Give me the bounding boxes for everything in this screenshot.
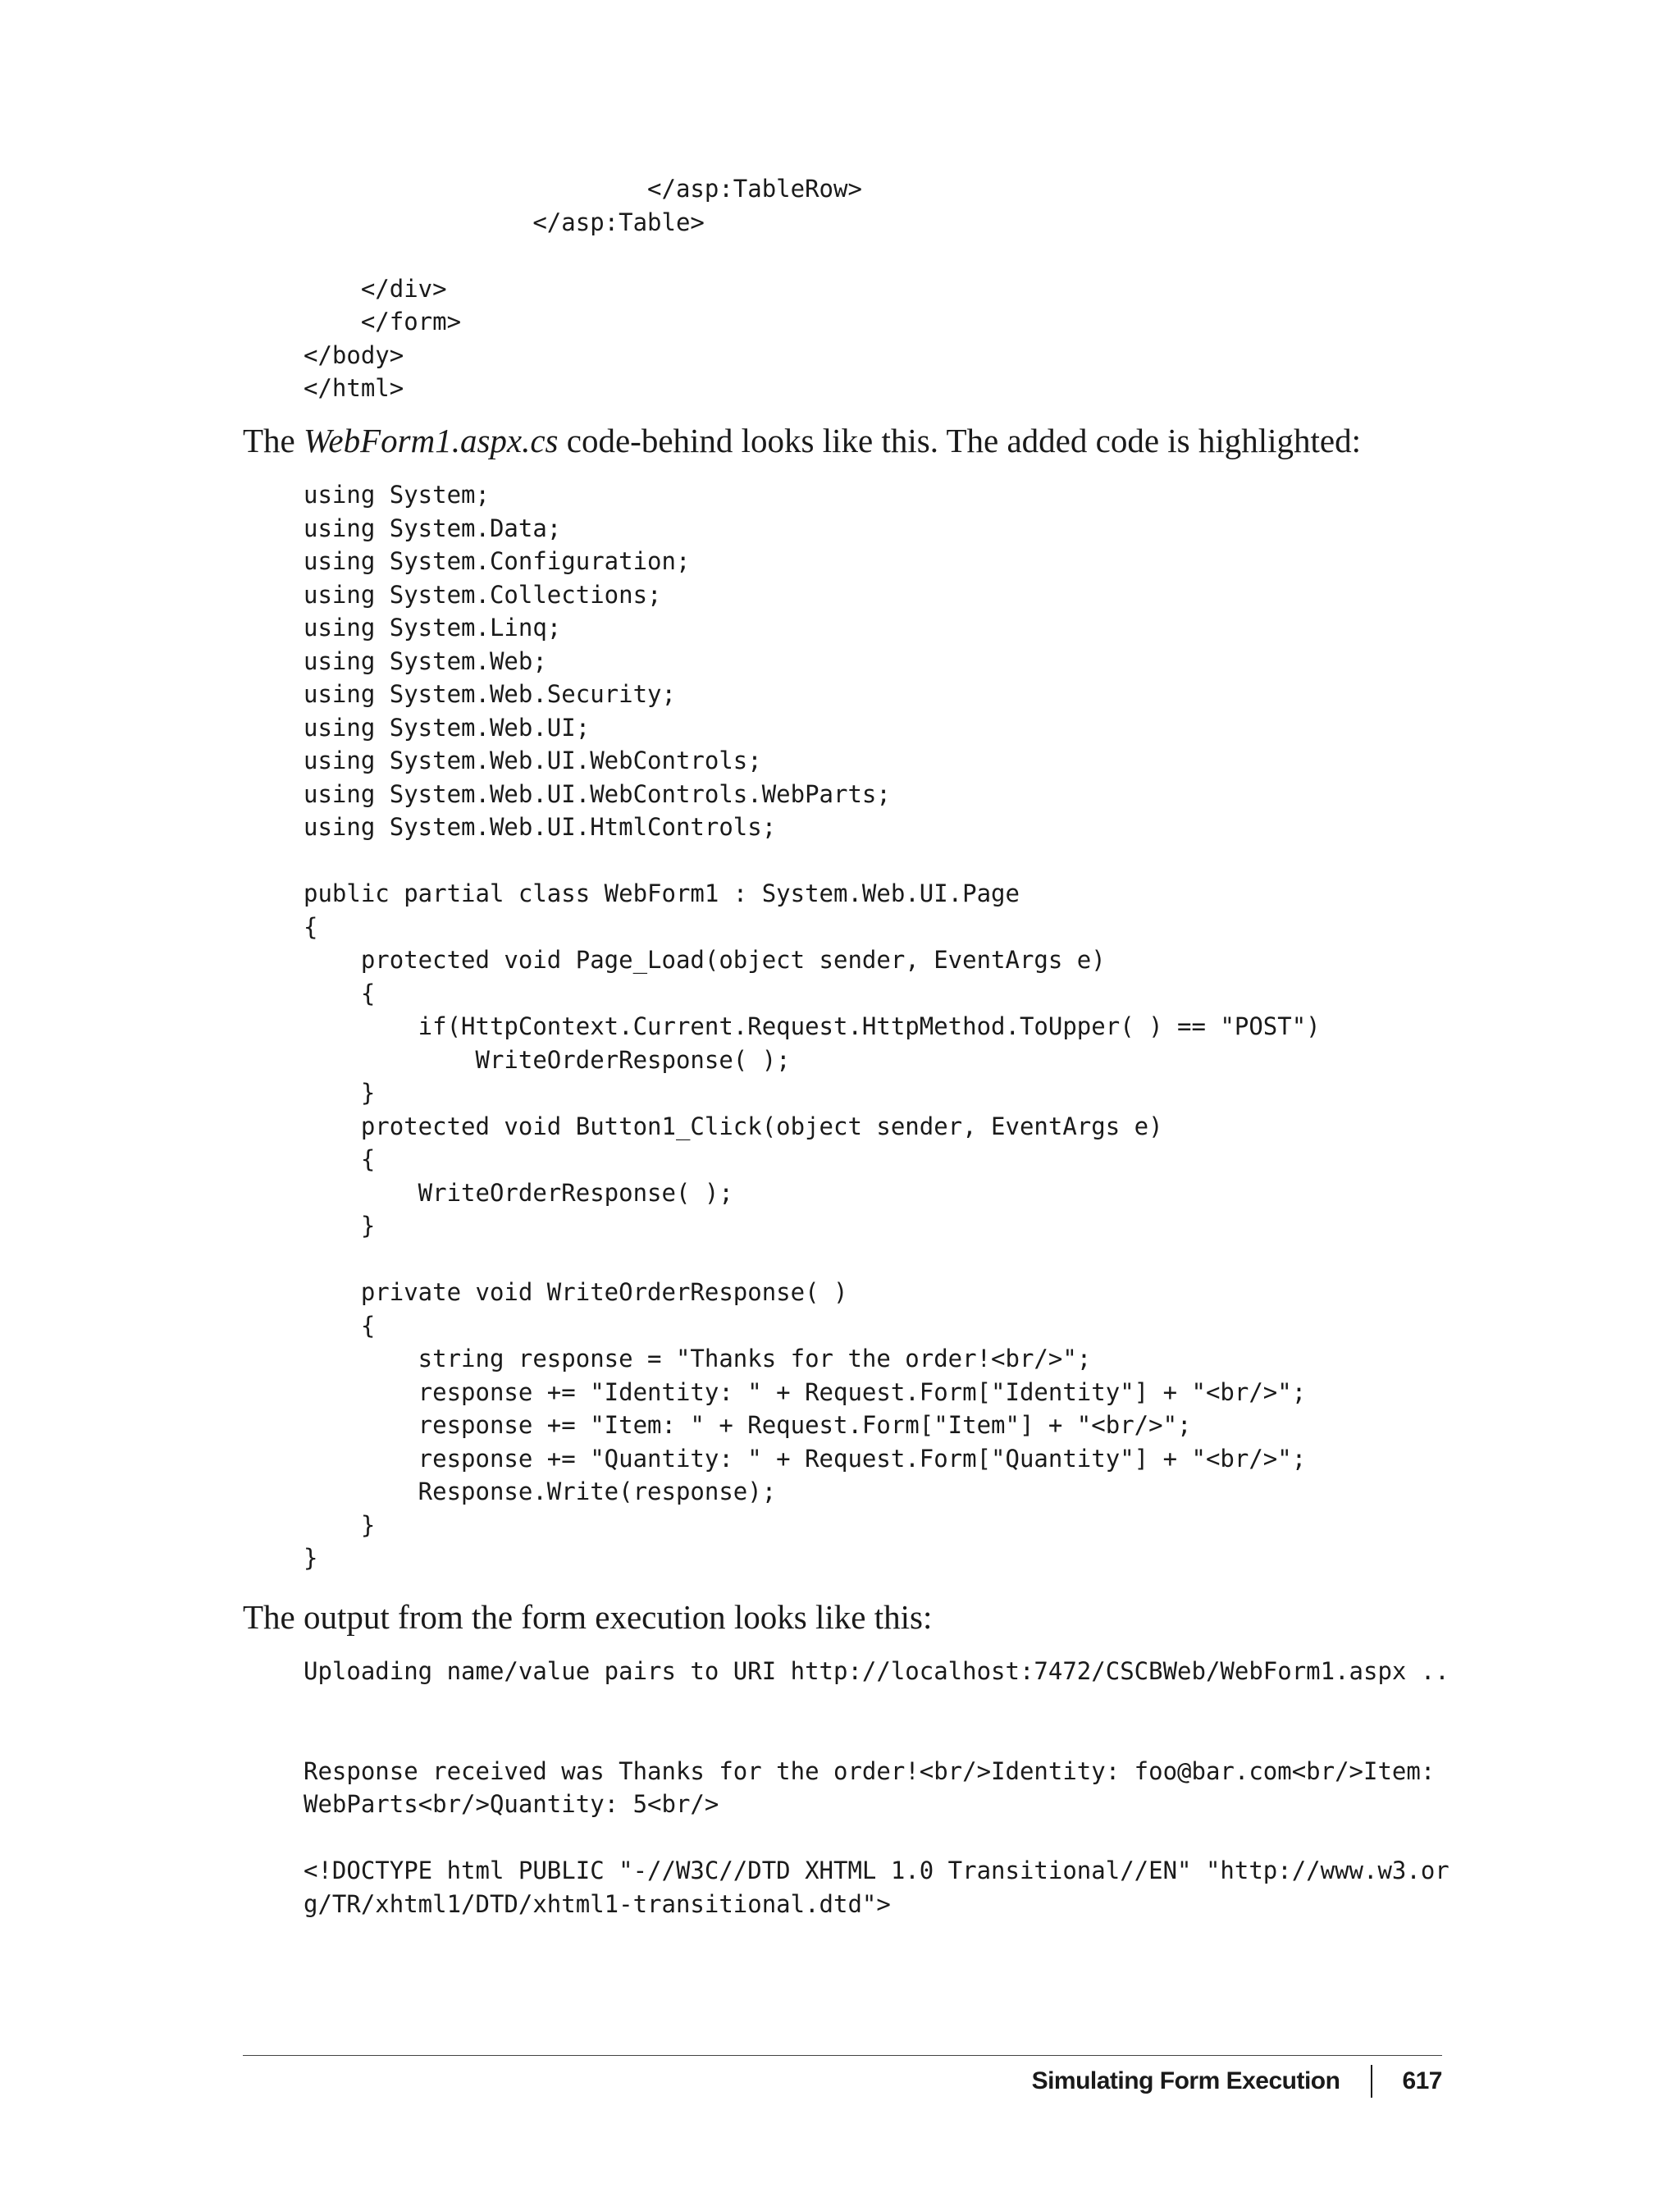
- code-line: string response = "Thanks for the order!<br/>";: [304, 1345, 1092, 1372]
- paragraph-prefix: The: [243, 422, 304, 459]
- code-line: response += "Item: " + Request.Form["Item"] + "<br/>";: [304, 1411, 1192, 1439]
- footer-separator: [1371, 2065, 1372, 2098]
- code-line: using System.Configuration;: [304, 547, 691, 575]
- code-line: {: [304, 1311, 376, 1340]
- code-line: protected void Page_Load(object sender, EventArgs e): [304, 946, 1106, 974]
- code-line: using System.Collections;: [304, 580, 662, 609]
- code-line: using System.Web.UI.WebControls;: [304, 747, 762, 774]
- code-line: Uploading name/value pairs to URI http://localhost:7472/CSCBWeb/WebForm1.aspx ..: [304, 1657, 1449, 1685]
- code-line: Response.Write(response);: [304, 1478, 777, 1505]
- code-line: using System.Linq;: [304, 614, 562, 642]
- code-line: using System.Data;: [304, 514, 562, 542]
- code-line: </asp:Table>: [304, 208, 705, 236]
- code-listing-html-end: [304, 172, 862, 405]
- page-footer: [1032, 2061, 1442, 2102]
- code-line: WebParts<br/>Quantity: 5<br/>: [304, 1790, 719, 1818]
- code-line: response += "Identity: " + Request.Form["Identity"] + "<br/>";: [304, 1377, 1307, 1406]
- page-number: 617: [1402, 2067, 1442, 2094]
- code-line: WriteOrderResponse( );: [304, 1045, 791, 1074]
- code-line: response += "Quantity: " + Request.Form["Quantity"] + "<br/>";: [304, 1444, 1307, 1473]
- footer-section-title: Simulating Form Execution: [1031, 2067, 1340, 2094]
- code-line: protected void Button1_Click(object sender, EventArgs e): [304, 1112, 1163, 1140]
- code-line: public partial class WebForm1 : System.Web.UI.Page: [304, 879, 1020, 907]
- code-line: }: [304, 1510, 376, 1539]
- code-line: using System.Web;: [304, 646, 547, 675]
- intro-paragraph-codebehind: [243, 420, 1361, 461]
- code-line: {: [304, 1145, 376, 1173]
- code-line: {: [304, 979, 376, 1007]
- code-listing-output: [304, 1655, 1449, 1921]
- code-line: using System.Web.Security;: [304, 680, 676, 708]
- code-line: if(HttpContext.Current.Request.HttpMethod.ToUpper( ) == "POST"): [304, 1012, 1321, 1040]
- code-line: </body>: [304, 340, 404, 369]
- code-line: }: [304, 1212, 376, 1240]
- code-line: </asp:TableRow>: [304, 175, 862, 203]
- code-line: Response received was Thanks for the order!<br/>Identity: foo@bar.com<br/>Item:: [304, 1756, 1436, 1785]
- intro-paragraph-output: The output from the form execution looks like this:: [243, 1598, 933, 1636]
- code-line: </form>: [304, 308, 462, 336]
- footer-rule: [243, 2055, 1442, 2056]
- code-listing-codebehind: [304, 478, 1321, 1575]
- code-line: </div>: [304, 274, 447, 303]
- paragraph-suffix: code-behind looks like this. The added code is highlighted:: [558, 422, 1362, 459]
- code-line: {: [304, 912, 318, 941]
- code-line: </html>: [304, 374, 404, 402]
- code-line: g/TR/xhtml1/DTD/xhtml1-transitional.dtd">: [304, 1889, 891, 1918]
- code-line: using System.Web.UI.WebControls.WebParts;: [304, 779, 891, 808]
- code-line: using System;: [304, 481, 490, 509]
- code-line: using System.Web.UI;: [304, 713, 591, 742]
- code-line: private void WriteOrderResponse( ): [304, 1278, 848, 1306]
- filename-emphasis: WebForm1.aspx.cs: [304, 422, 559, 459]
- code-line: WriteOrderResponse( );: [304, 1178, 733, 1207]
- code-line: <!DOCTYPE html PUBLIC "-//W3C//DTD XHTML 1.0 Transitional//EN" "http://www.w3.or: [304, 1857, 1449, 1884]
- code-line: }: [304, 1079, 376, 1107]
- code-line: using System.Web.UI.HtmlControls;: [304, 813, 777, 841]
- code-line: }: [304, 1544, 318, 1572]
